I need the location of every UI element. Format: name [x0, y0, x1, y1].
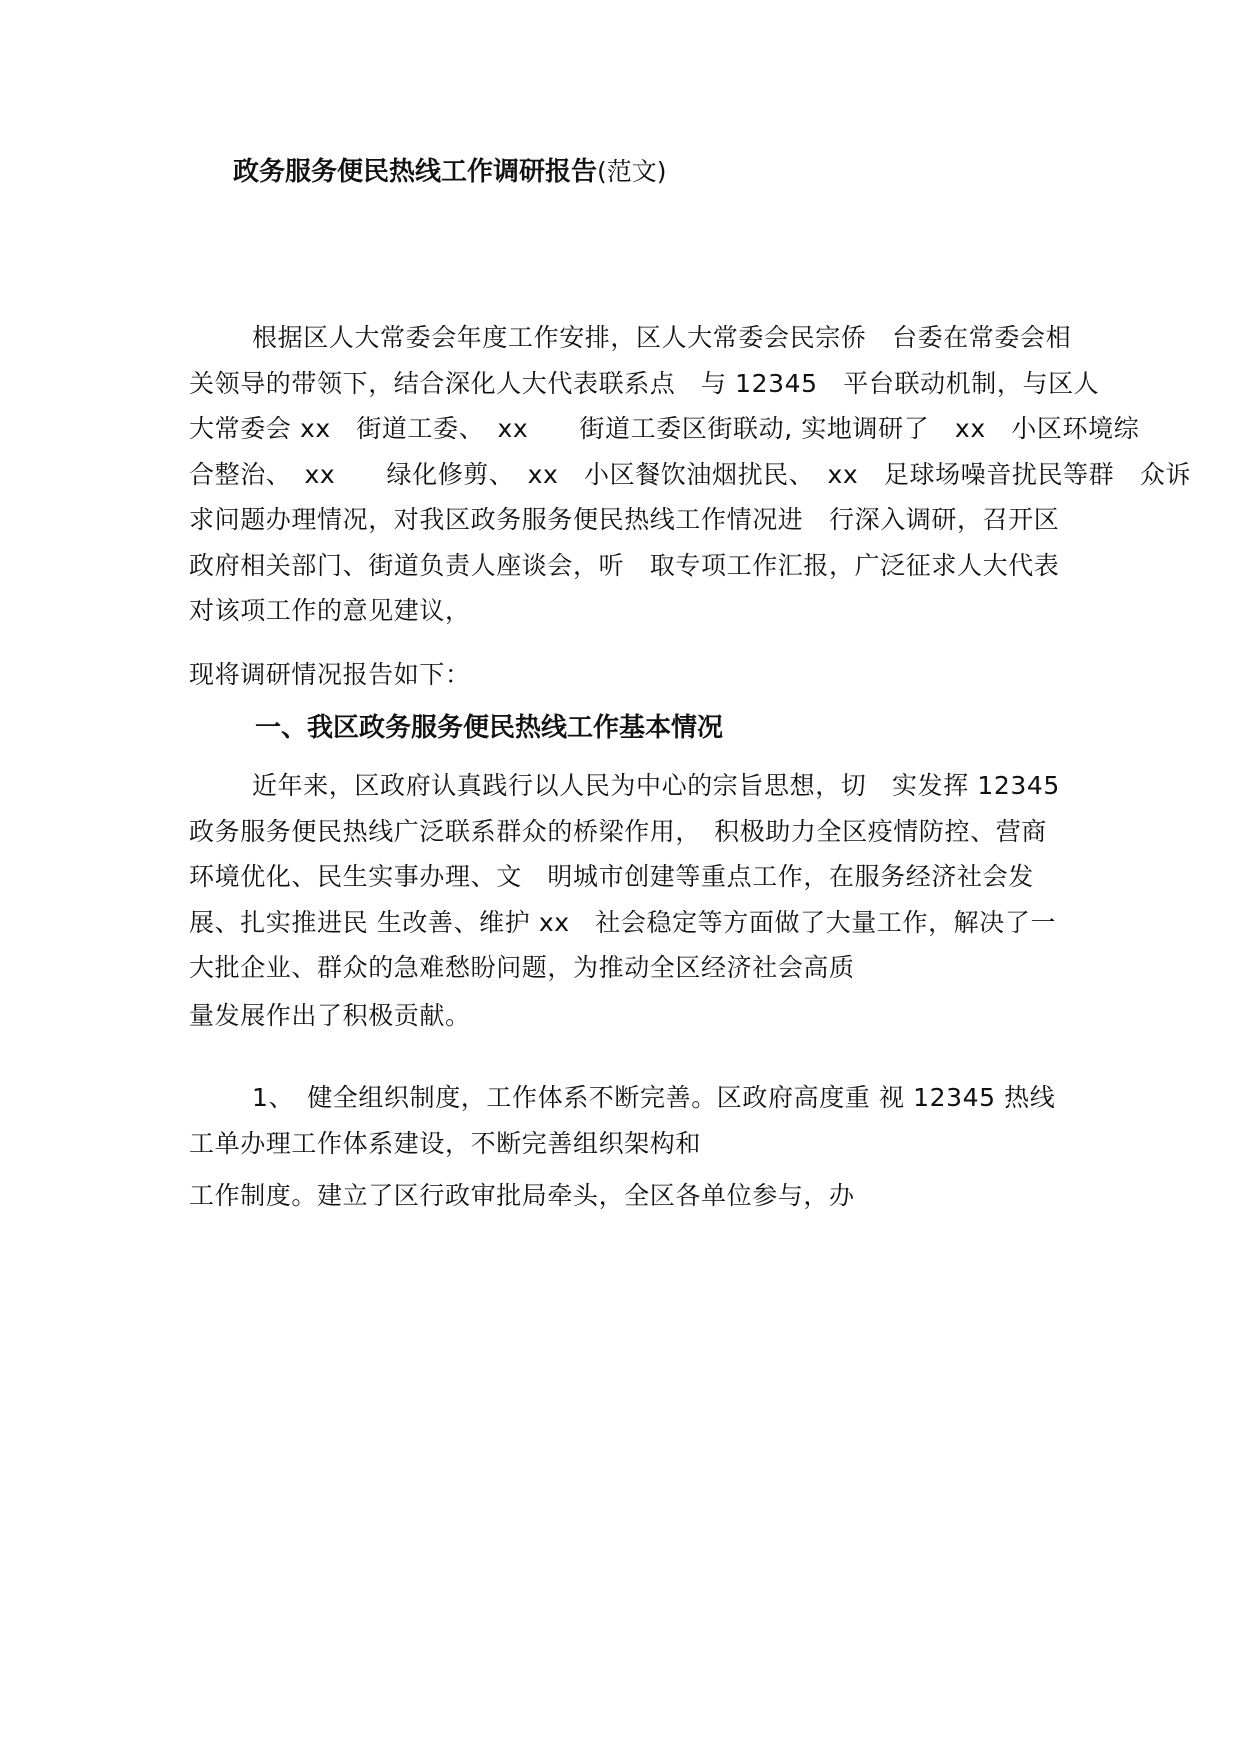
text-line: 关领导的带领下，结合深化人大代表联系点 与 12345 平台联动机制，与区人	[189, 368, 1100, 398]
paragraph-contribution	[189, 993, 1079, 1039]
text-line: 根据区人大常委会年度工作安排，区人大常委会民宗侨 台委在常委会相	[252, 323, 1072, 352]
document-title	[233, 152, 667, 192]
paragraph-intro	[189, 315, 1192, 634]
text-line: 1、 健全组织制度，工作体系不断完善。区政府高度重 视 12345 热线	[252, 1083, 1056, 1112]
text-line: 大批企业、群众的急难愁盼问题，为推动全区经济社会高质	[189, 953, 855, 982]
text-line: 现将调研情况报告如下：	[189, 660, 471, 689]
text-line: 展、扎实推进民 生改善、维护 xx 社会稳定等方面做了大量工作，解决了一	[189, 907, 1057, 937]
text-line: 合整治、 xx 绿化修剪、 xx 小区餐饮油烟扰民、 xx 足球场噪音扰民等群 众诉	[189, 459, 1192, 489]
paragraph-report-lead	[189, 652, 1079, 698]
text-line: 政府相关部门、街道负责人座谈会，听 取专项工作汇报，广泛征求人大代表	[189, 550, 1060, 580]
text-line: 工作制度。建立了区行政审批局牵头，全区各单位参与，办	[189, 1181, 855, 1210]
text-line: 政务服务便民热线广泛联系群众的桥梁作用， 积极助力全区疫情防控、营商	[189, 816, 1047, 846]
title-suffix: (范文)	[597, 157, 667, 186]
paragraph-item-1	[189, 1075, 1079, 1166]
text-line: 对该项工作的意见建议，	[189, 596, 471, 625]
text-line: 量发展作出了积极贡献。	[189, 1001, 471, 1030]
text-line: 近年来，区政府认真践行以人民为中心的宗旨思想，切 实发挥 12345	[252, 771, 1060, 800]
text-line: 大常委会 xx 街道工委、 xx 街道工委区街联动, 实地调研了 xx 小区环境综	[189, 414, 1140, 443]
section-heading-1: 一、我区政务服务便民热线工作基本情况	[255, 713, 724, 743]
title-text: 政务服务便民热线工作调研报告	[233, 157, 598, 187]
text-line: 环境优化、民生实事办理、文 明城市创建等重点工作，在服务经济社会发	[189, 862, 1034, 891]
paragraph-overview	[189, 763, 1079, 991]
text-line: 求问题办理情况，对我区政务服务便民热线工作情况进 行深入调研，召开区	[189, 505, 1060, 534]
paragraph-system	[189, 1173, 1079, 1219]
text-line: 工单办理工作体系建设，不断完善组织架构和	[189, 1128, 702, 1158]
